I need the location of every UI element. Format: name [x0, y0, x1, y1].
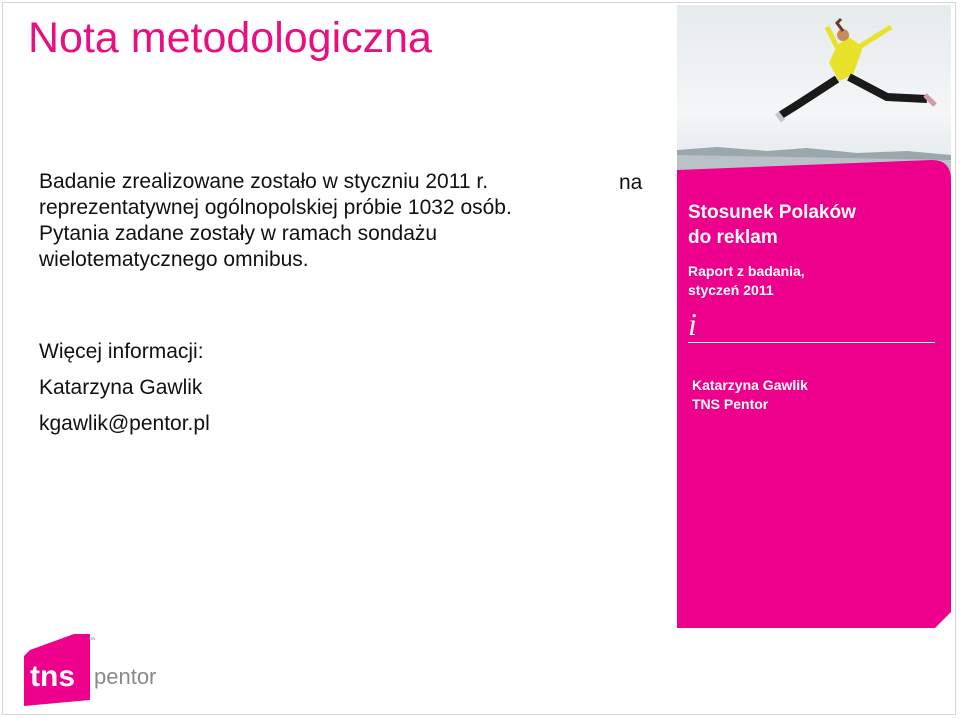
logo-mark: tns	[30, 660, 75, 693]
info-icon: i	[688, 306, 697, 342]
body-line-1: Badanie zrealizowane zostało w styczniu 2011 r.	[39, 170, 489, 193]
logo-trademark: ™	[88, 637, 95, 644]
contact-email: kgawlik@pentor.pl	[39, 412, 210, 435]
report-subtitle	[688, 262, 805, 300]
report-title	[688, 200, 856, 250]
contact-name: Katarzyna Gawlik	[39, 376, 203, 399]
logo-word: pentor	[94, 664, 157, 689]
body-line-4: wielotematycznego omnibus.	[39, 248, 309, 271]
body-line-3: Pytania zadane zostały w ramach sondażu	[39, 222, 438, 245]
slide-title: Nota metodologiczna	[28, 14, 432, 62]
report-title-line-2: do reklam	[688, 227, 778, 248]
report-author-company: TNS Pentor	[692, 396, 769, 412]
report-author	[692, 376, 808, 414]
contact-heading: Więcej informacji:	[39, 340, 204, 363]
report-title-line-1: Stosunek Polaków	[688, 202, 856, 223]
cover-photo	[677, 5, 951, 185]
tns-pentor-logo	[24, 634, 174, 706]
methodology-text	[39, 169, 679, 273]
report-author-name: Katarzyna Gawlik	[692, 377, 808, 393]
panel-divider	[688, 342, 935, 343]
report-subtitle-line-1: Raport z badania,	[688, 263, 805, 279]
body-line-1-end: na	[619, 171, 643, 194]
body-line-2: reprezentatywnej ogólnopolskiej próbie 1032 osób.	[39, 196, 512, 219]
report-subtitle-line-2: styczeń 2011	[688, 282, 774, 298]
contact-block	[39, 334, 210, 442]
